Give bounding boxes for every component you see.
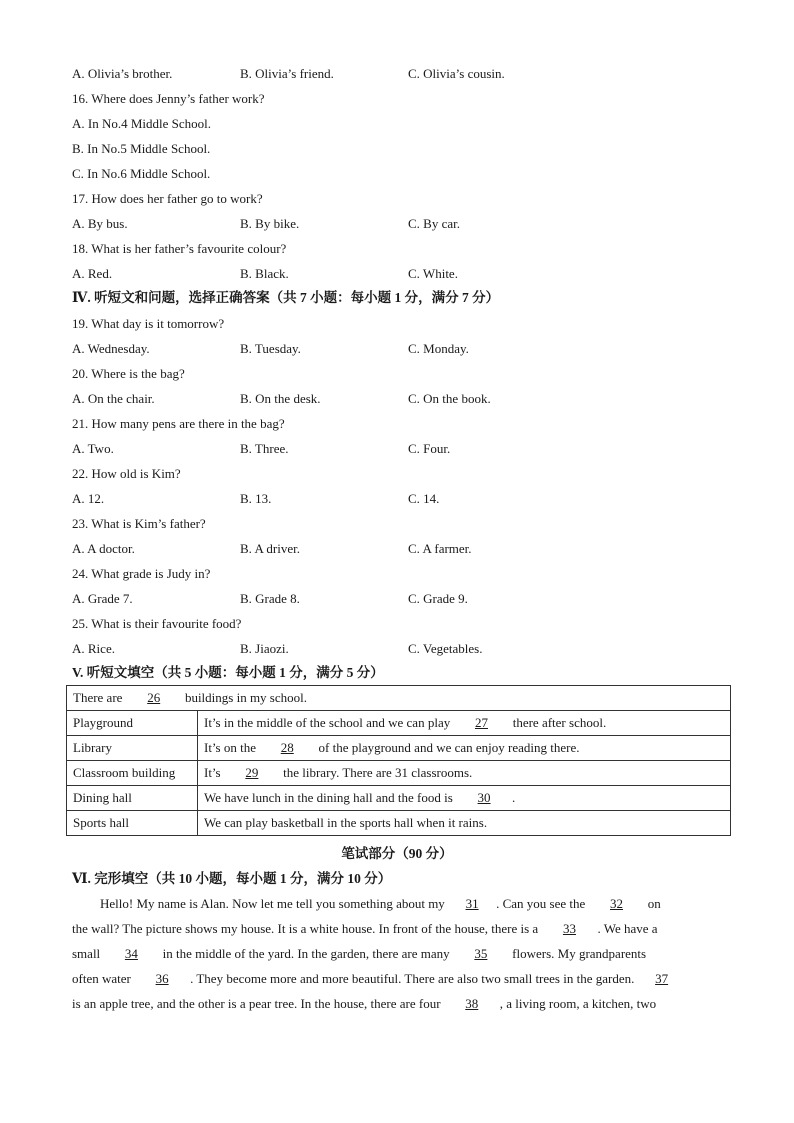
q20-option-b: B. On the desk. bbox=[240, 391, 321, 406]
table-row bbox=[67, 686, 731, 711]
q23-option-c: C. A farmer. bbox=[408, 541, 472, 556]
table-cell-place: Sports hall bbox=[67, 811, 198, 836]
row-text-before: We have lunch in the dining hall and the food is bbox=[204, 790, 453, 805]
row-text-after: . bbox=[512, 790, 516, 805]
q18-stem: 18. What is her father’s favourite colour? bbox=[72, 241, 287, 256]
table-cell-intro bbox=[67, 686, 731, 711]
q19-option-a: A. Wednesday. bbox=[72, 341, 150, 356]
table-cell-description bbox=[198, 711, 731, 736]
cloze-text: Hello! My name is Alan. Now let me tell you something about my bbox=[100, 896, 449, 911]
cloze-line-2 bbox=[72, 921, 658, 937]
q15-option-c: C. Olivia’s cousin. bbox=[408, 66, 505, 81]
blank-27: 27 bbox=[474, 715, 488, 730]
row-text-after: of the playground and we can enjoy reading there. bbox=[318, 740, 580, 755]
cloze-text: on bbox=[644, 896, 661, 911]
cloze-text: . Can you see the bbox=[496, 896, 589, 911]
section5-heading: V. 听短文填空（共 5 小题：每小题 1 分，满分 5 分） bbox=[72, 665, 384, 680]
row-text-before: It’s on the bbox=[204, 740, 256, 755]
q19-option-c: C. Monday. bbox=[408, 341, 469, 356]
blank-36: 36 bbox=[155, 971, 169, 986]
q20-stem: 20. Where is the bag? bbox=[72, 366, 185, 381]
table-cell-description bbox=[198, 761, 731, 786]
section6-heading: Ⅵ. 完形填空（共 10 小题，每小题 1 分，满分 10 分） bbox=[72, 871, 392, 886]
q22-stem: 22. How old is Kim? bbox=[72, 466, 181, 481]
cloze-line-4 bbox=[72, 971, 686, 987]
q16-option-c: C. In No.6 Middle School. bbox=[72, 166, 211, 181]
q21-option-b: B. Three. bbox=[240, 441, 289, 456]
cloze-text: is an apple tree, and the other is a pear tree. In the house, there are four bbox=[72, 996, 444, 1011]
row-text-before: It’s bbox=[204, 765, 221, 780]
blank-30: 30 bbox=[477, 790, 491, 805]
q19-stem: 19. What day is it tomorrow? bbox=[72, 316, 225, 331]
cloze-line-1 bbox=[100, 896, 661, 912]
fill-in-table bbox=[66, 685, 731, 836]
q17-option-b: B. By bike. bbox=[240, 216, 300, 231]
q20-option-a: A. On the chair. bbox=[72, 391, 155, 406]
row-text-after: the library. There are 31 classrooms. bbox=[283, 765, 473, 780]
q21-option-a: A. Two. bbox=[72, 441, 114, 456]
intro-text-before: There are bbox=[73, 690, 123, 705]
q20-option-c: C. On the book. bbox=[408, 391, 491, 406]
q23-stem: 23. What is Kim’s father? bbox=[72, 516, 206, 531]
q22-option-c: C. 14. bbox=[408, 491, 440, 506]
q17-stem: 17. How does her father go to work? bbox=[72, 191, 263, 206]
blank-35: 35 bbox=[474, 946, 488, 961]
q22-option-a: A. 12. bbox=[72, 491, 105, 506]
cloze-line-3 bbox=[72, 946, 646, 962]
intro-text-after: buildings in my school. bbox=[184, 690, 307, 705]
table-row bbox=[67, 736, 731, 761]
q17-option-c: C. By car. bbox=[408, 216, 460, 231]
row-text-before: It’s in the middle of the school and we can play bbox=[204, 715, 451, 730]
q21-option-c: C. Four. bbox=[408, 441, 451, 456]
cloze-text: , a living room, a kitchen, two bbox=[499, 996, 657, 1011]
row-text-after: there after school. bbox=[512, 715, 607, 730]
blank-31: 31 bbox=[465, 896, 479, 911]
cloze-text: small bbox=[72, 946, 104, 961]
table-cell-description bbox=[198, 811, 731, 836]
table-cell-description bbox=[198, 736, 731, 761]
row-text-before: We can play basketball in the sports hall when it rains. bbox=[204, 815, 488, 830]
cloze-line-5 bbox=[72, 996, 656, 1012]
q21-stem: 21. How many pens are there in the bag? bbox=[72, 416, 285, 431]
table-row bbox=[67, 711, 731, 736]
q17-option-a: A. By bus. bbox=[72, 216, 128, 231]
blank-34: 34 bbox=[124, 946, 138, 961]
blank-37: 37 bbox=[655, 971, 669, 986]
cloze-text: the wall? The picture shows my house. It is a white house. In front of the house, there is a bbox=[72, 921, 542, 936]
q25-stem: 25. What is their favourite food? bbox=[72, 616, 242, 631]
table-row bbox=[67, 761, 731, 786]
q23-option-a: A. A doctor. bbox=[72, 541, 135, 556]
q16-option-b: B. In No.5 Middle School. bbox=[72, 141, 211, 156]
q25-option-a: A. Rice. bbox=[72, 641, 115, 656]
table-row bbox=[67, 786, 731, 811]
q24-option-c: C. Grade 9. bbox=[408, 591, 468, 606]
q18-option-c: C. White. bbox=[408, 266, 458, 281]
cloze-text: in the middle of the yard. In the garden, there are many bbox=[159, 946, 453, 961]
q15-option-b: B. Olivia’s friend. bbox=[240, 66, 334, 81]
q18-option-b: B. Black. bbox=[240, 266, 289, 281]
q24-option-b: B. Grade 8. bbox=[240, 591, 300, 606]
blank-28: 28 bbox=[280, 740, 294, 755]
q24-option-a: A. Grade 7. bbox=[72, 591, 133, 606]
q24-stem: 24. What grade is Judy in? bbox=[72, 566, 211, 581]
table-cell-description bbox=[198, 786, 731, 811]
q25-option-c: C. Vegetables. bbox=[408, 641, 483, 656]
cloze-text: . We have a bbox=[597, 921, 658, 936]
table-cell-place: Dining hall bbox=[67, 786, 198, 811]
blank-32: 32 bbox=[609, 896, 623, 911]
table-cell-place: Playground bbox=[67, 711, 198, 736]
cloze-text: . They become more and more beautiful. There are also two small trees in the garden. bbox=[190, 971, 638, 986]
written-part-heading: 笔试部分（90 分） bbox=[341, 846, 453, 861]
q25-option-b: B. Jiaozi. bbox=[240, 641, 289, 656]
table-row bbox=[67, 811, 731, 836]
q22-option-b: B. 13. bbox=[240, 491, 272, 506]
q15-option-a: A. Olivia’s brother. bbox=[72, 66, 173, 81]
blank-38: 38 bbox=[465, 996, 479, 1011]
table-cell-place: Classroom building bbox=[67, 761, 198, 786]
blank-29: 29 bbox=[245, 765, 259, 780]
cloze-text: often water bbox=[72, 971, 135, 986]
blank-26: 26 bbox=[147, 690, 161, 705]
q23-option-b: B. A driver. bbox=[240, 541, 300, 556]
section4-heading: Ⅳ. 听短文和问题，选择正确答案（共 7 小题：每小题 1 分，满分 7 分） bbox=[72, 290, 500, 305]
q18-option-a: A. Red. bbox=[72, 266, 113, 281]
q16-stem: 16. Where does Jenny’s father work? bbox=[72, 91, 265, 106]
table-cell-place: Library bbox=[67, 736, 198, 761]
cloze-text: flowers. My grandparents bbox=[508, 946, 647, 961]
q19-option-b: B. Tuesday. bbox=[240, 341, 301, 356]
q16-option-a: A. In No.4 Middle School. bbox=[72, 116, 212, 131]
blank-33: 33 bbox=[562, 921, 576, 936]
